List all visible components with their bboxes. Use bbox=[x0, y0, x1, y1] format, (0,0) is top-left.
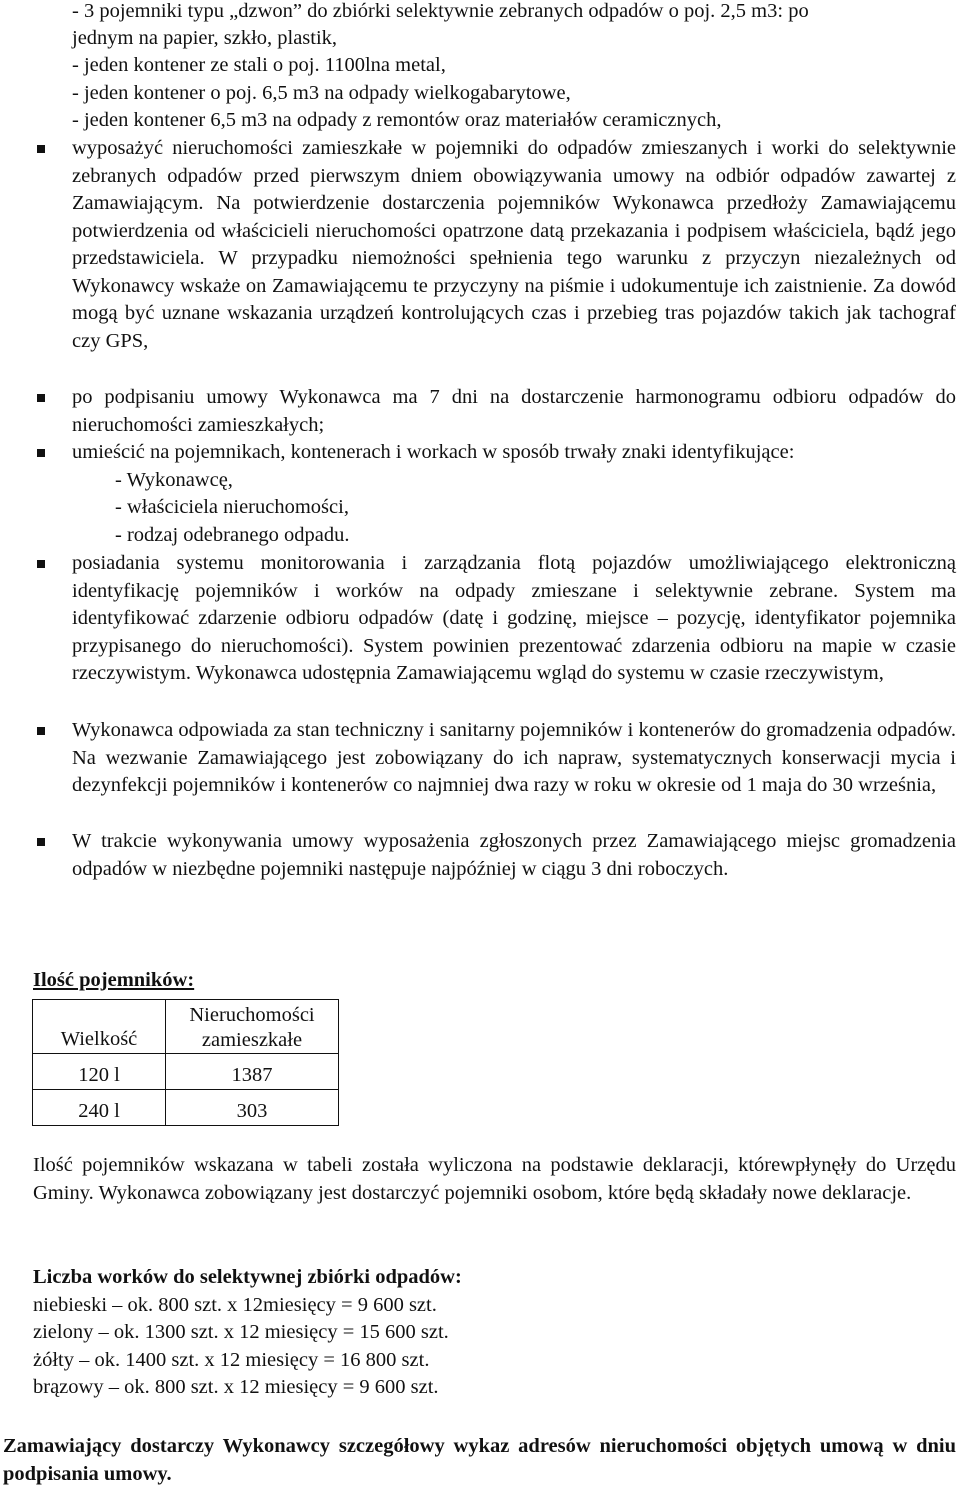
bullet-paragraph: Wykonawca odpowiada za stan techniczny i sanitarny pojemników i kontenerów do gromadzenia odpadów. Na wezwanie Zamawiającego jest zobowiązany do ich napraw, systematycznych konserwacji mycia i dezynfekcji pojemników i kontenerów co najmniej dwa razy w roku w okresie od 1 maja do 30 września, bbox=[72, 719, 956, 796]
text-line: jednym na papier, szkło, plastik, bbox=[72, 27, 338, 49]
ident-item: - właściciela nieruchomości, bbox=[115, 496, 349, 518]
ident-item: - rodzaj odebranego odpadu. bbox=[115, 524, 350, 546]
ident-item: - Wykonawcę, bbox=[115, 469, 233, 491]
bullet-icon bbox=[37, 560, 45, 568]
table-header-cell: Nieruchomości zamieszkałe bbox=[166, 1000, 339, 1054]
count-table bbox=[32, 999, 339, 1126]
table-cell: 120 l bbox=[33, 1054, 166, 1090]
bullet-paragraph: wyposażyć nieruchomości zamieszkałe w pojemniki do odpadów zmieszanych i worki do selektywnie zebranych odpadów przed pierwszym dniem obowiązywania umowy na odbiór odpadów zawartej z Zamawiającym. Na potwierdzenie dostarczenia pojemników Wykonawca przedłoży Zamawiającemu potwierdzenia od właścicieli nieruchomości opatrzone datą przekazania i podpisem właściciela, bądź jego przedstawiciela. W przypadku niemożności spełnienia tego warunku z przyczyn niezależnych od Wykonawcy wskaże on Zamawiającemu te przyczyny na piśmie i udokumentuje ich zaistnienie. Za dowód mogą być uznane wskazania urządzeń kontrolujących czas i przebieg tras pojazdów takich jak tachograf czy GPS, bbox=[72, 137, 956, 352]
count-heading: Ilość pojemników: bbox=[33, 969, 195, 991]
bullet-icon bbox=[37, 727, 45, 735]
final-note: Zamawiający dostarczy Wykonawcy szczegółowy wykaz adresów nieruchomości objętych umową w dniu podpisania umowy. bbox=[3, 1435, 956, 1485]
bag-line: brązowy – ok. 800 szt. x 12 miesięcy = 9 600 szt. bbox=[33, 1376, 439, 1398]
bullet-icon bbox=[37, 449, 45, 457]
text-line: - 3 pojemniki typu „dzwon” do zbiórki selektywnie zebranych odpadów o poj. 2,5 m3: po bbox=[72, 0, 809, 22]
bag-line: zielony – ok. 1300 szt. x 12 miesięcy = 15 600 szt. bbox=[33, 1321, 449, 1343]
bullet-paragraph: posiadania systemu monitorowania i zarządzania flotą pojazdów umożliwiającego elektroniczną identyfikację pojemników i worków na odpady zmieszane i selektywnie zebrane. System ma identyfikować zdarzenie odbioru odpadów (datę i godzinę, miejsce – pozycję, identyfikator pojemnika przypisanego do nieruchomości). System powinien prezentować zdarzenia odbioru na mapie w czasie rzeczywistym. Wykonawca udostępnia Zamawiającemu wgląd do systemu w czasie rzeczywistym, bbox=[72, 552, 956, 684]
text-line: - jeden kontener ze stali o poj. 1100lna metal, bbox=[72, 54, 446, 76]
bullet-paragraph: umieścić na pojemnikach, kontenerach i workach w sposób trwały znaki identyfikujące: bbox=[72, 441, 795, 463]
text-line: - jeden kontener 6,5 m3 na odpady z remontów oraz materiałów ceramicznych, bbox=[72, 109, 722, 131]
table-header-cell: Wielkość bbox=[33, 1000, 166, 1054]
bullet-icon bbox=[37, 145, 45, 153]
bullet-paragraph: W trakcie wykonywania umowy wyposażenia zgłoszonych przez Zamawiającego miejsc gromadzenia odpadów w niezbędne pojemniki następuje najpóźniej w ciągu 3 dni roboczych. bbox=[72, 830, 956, 880]
bullet-icon bbox=[37, 838, 45, 846]
bag-line: żółty – ok. 1400 szt. x 12 miesięcy = 16 800 szt. bbox=[33, 1349, 430, 1371]
text-line: - jeden kontener o poj. 6,5 m3 na odpady wielkogabarytowe, bbox=[72, 82, 571, 104]
bag-line: niebieski – ok. 800 szt. x 12miesięcy = 9 600 szt. bbox=[33, 1294, 437, 1316]
bullet-paragraph: po podpisaniu umowy Wykonawca ma 7 dni na dostarczenie harmonogramu odbioru odpadów do nieruchomości zamieszkałych; bbox=[72, 386, 956, 436]
table-cell: 1387 bbox=[166, 1054, 339, 1090]
bags-heading: Liczba worków do selektywnej zbiórki odpadów: bbox=[33, 1266, 462, 1288]
count-note: Ilość pojemników wskazana w tabeli została wyliczona na podstawie deklaracji, którewpłynęły do Urzędu Gminy. Wykonawca zobowiązany jest dostarczyć pojemniki osobom, które będą składały nowe deklaracje. bbox=[33, 1154, 956, 1204]
table-cell: 303 bbox=[166, 1090, 339, 1126]
table-cell: 240 l bbox=[33, 1090, 166, 1126]
bullet-icon bbox=[37, 394, 45, 402]
